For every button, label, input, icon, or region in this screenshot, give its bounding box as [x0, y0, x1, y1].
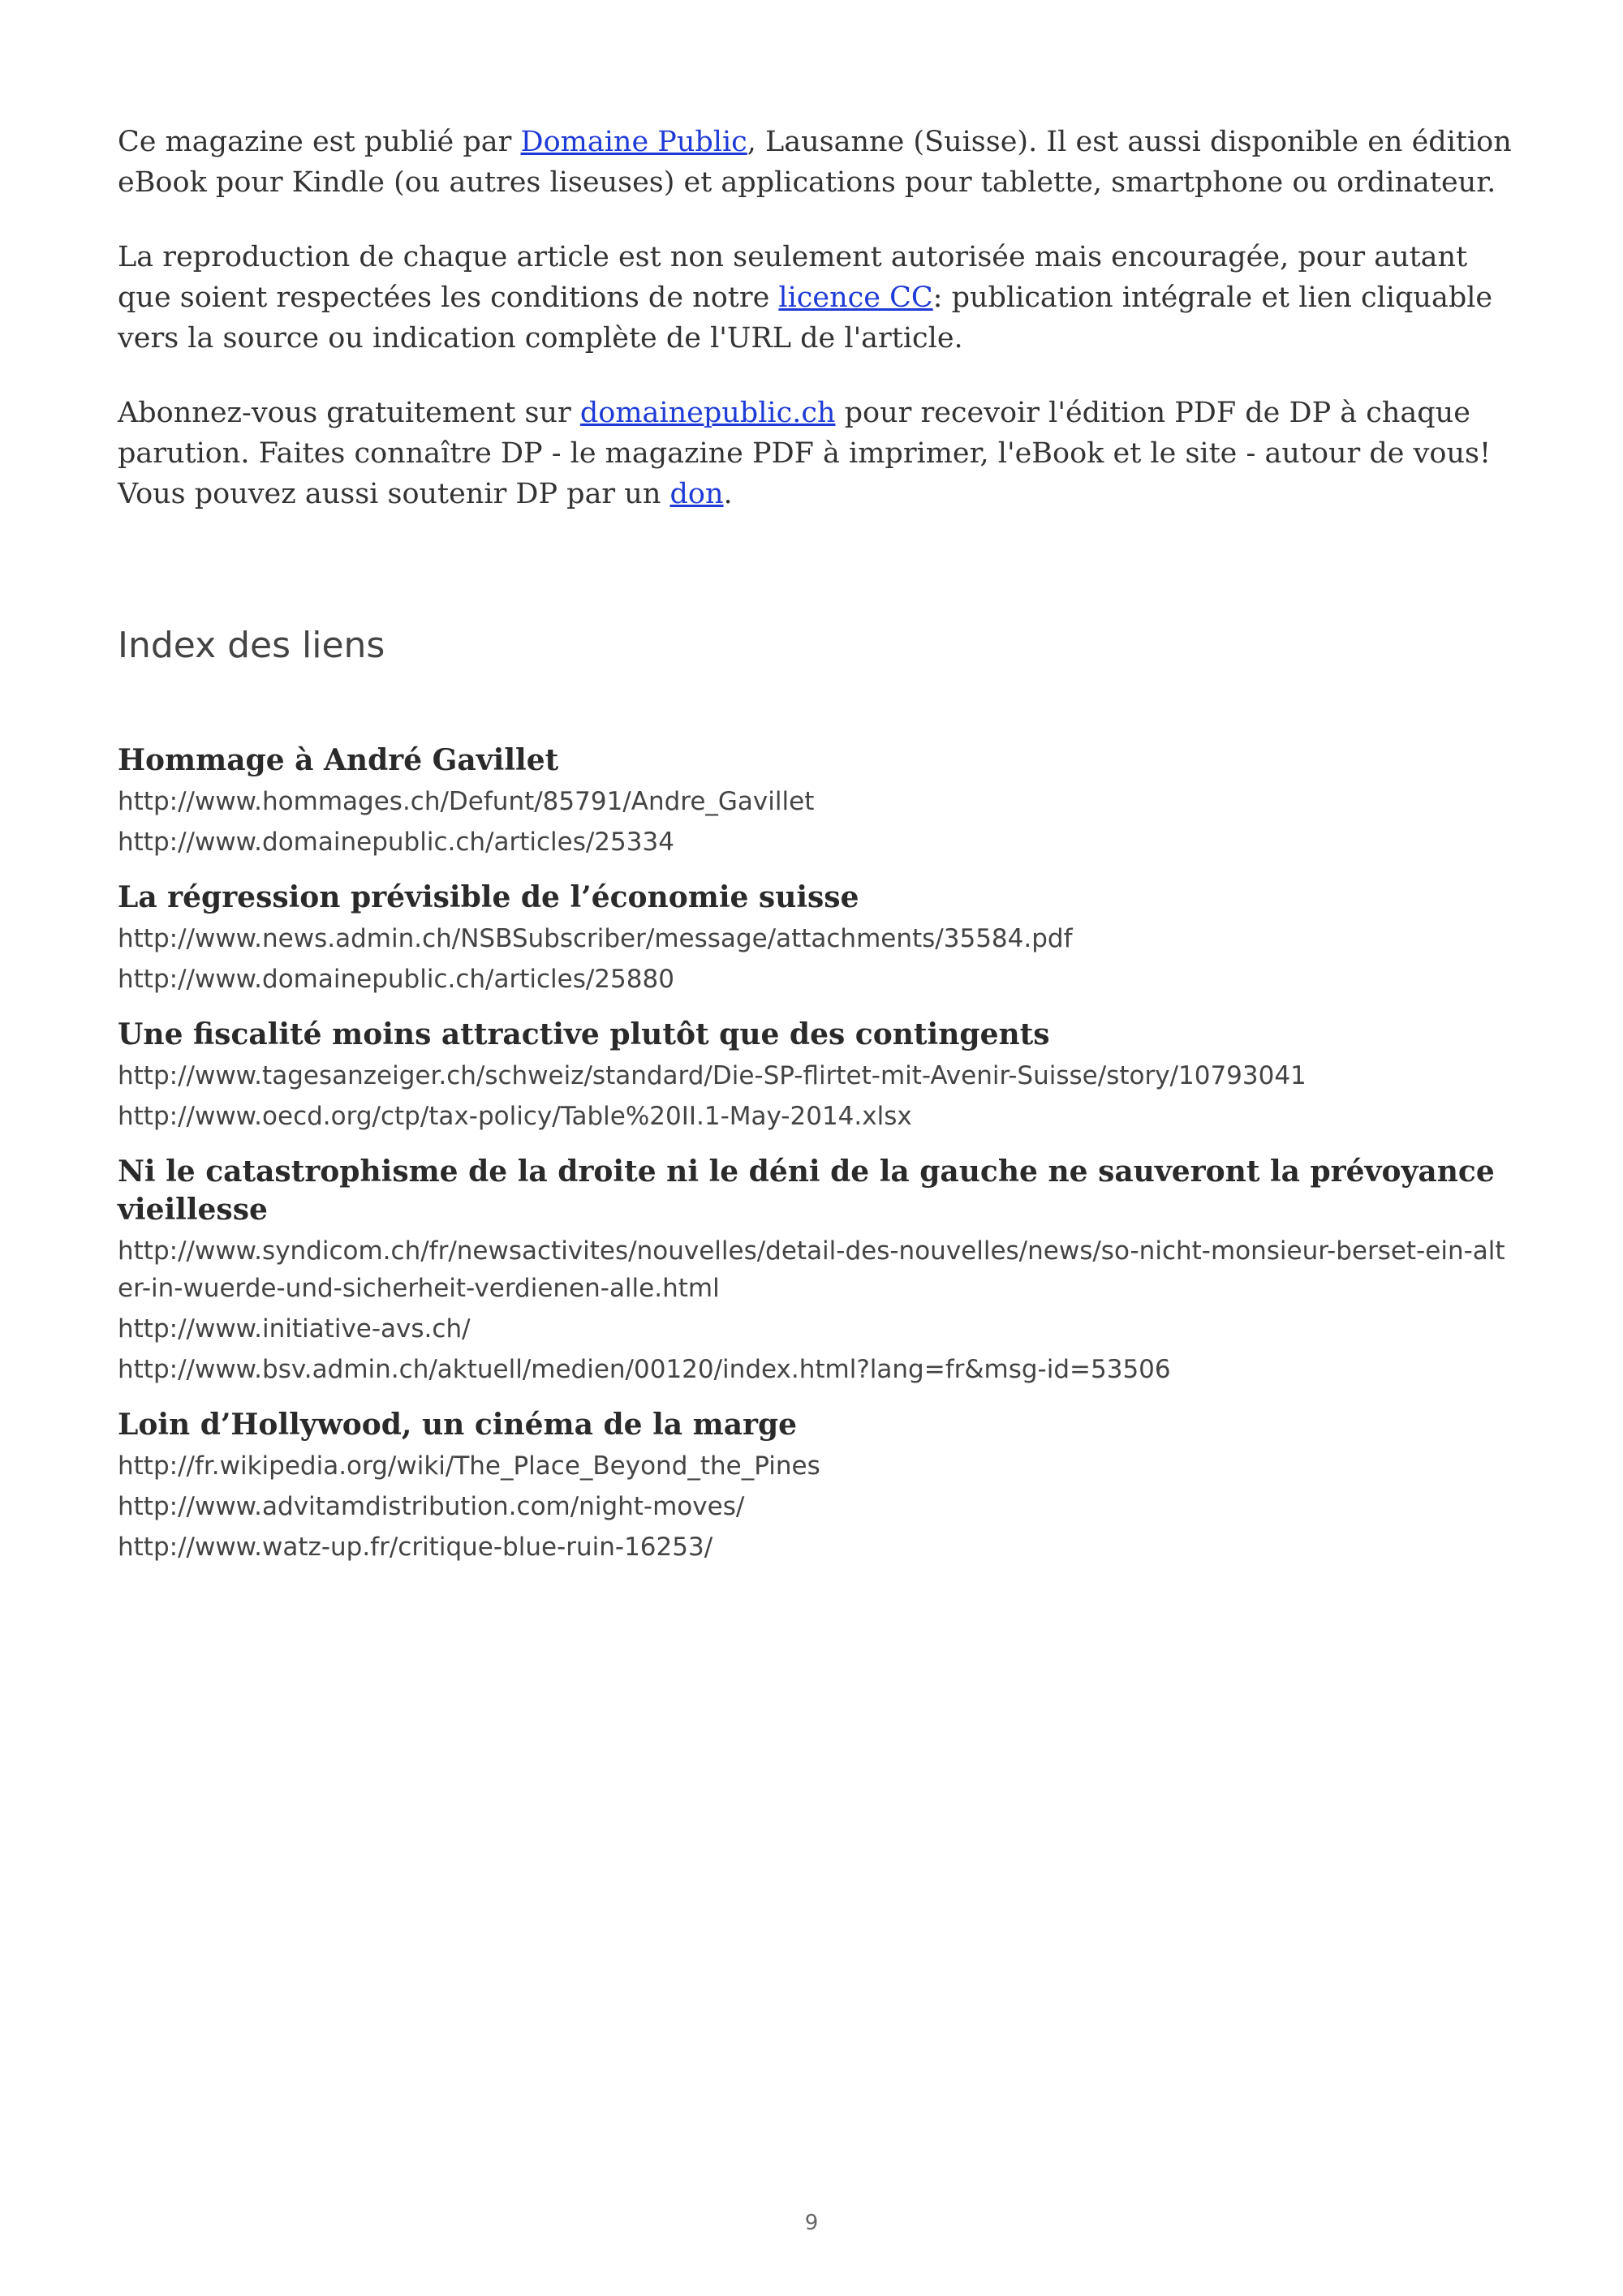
index-entry — [118, 1016, 1513, 1135]
entry-url[interactable]: http://www.advitamdistribution.com/night-moves/ — [118, 1492, 745, 1521]
intro-section — [118, 122, 1513, 514]
entry-title: Loin d’Hollywood, un cinéma de la marge — [118, 1408, 798, 1442]
paragraph-text: pour recevoir l'édition PDF de DP à chaque parution. Faites connaître DP - le magazine PDF à imprimer, l'eBook et le site - autour de vous! Vous pouvez aussi soutenir DP par un — [118, 397, 1492, 510]
paragraph-text: . — [723, 478, 733, 510]
page-number: 9 — [804, 2211, 819, 2235]
entry-url[interactable]: http://www.news.admin.ch/NSBSubscriber/message/attachments/35584.pdf — [118, 924, 1073, 953]
entry-url[interactable]: http://www.watz-up.fr/critique-blue-ruin-16253/ — [118, 1533, 713, 1562]
link-index-list — [118, 742, 1513, 1566]
entry-url[interactable]: http://www.hommages.ch/Defunt/85791/Andre_Gavillet — [118, 787, 815, 816]
entry-url[interactable]: http://www.tagesanzeiger.ch/schweiz/standard/Die-SP-flirtet-mit-Avenir-Suisse/story/10793041 — [118, 1061, 1307, 1090]
index-entry — [118, 879, 1513, 998]
license-paragraph — [118, 237, 1513, 359]
licence-cc-link[interactable]: licence CC — [778, 282, 933, 314]
subscribe-paragraph — [118, 393, 1513, 514]
entry-title: Hommage à André Gavillet — [118, 743, 559, 777]
entry-url[interactable]: http://www.oecd.org/ctp/tax-policy/Table%20II.1-May-2014.xlsx — [118, 1102, 912, 1131]
paragraph-text: Abonnez-vous gratuitement sur — [118, 397, 580, 429]
index-entry — [118, 1406, 1513, 1566]
domainepublic-link[interactable]: domainepublic.ch — [579, 397, 836, 429]
entry-title: Ni le catastrophisme de la droite ni le déni de la gauche ne sauveront la prévoyance vieillesse — [118, 1154, 1495, 1227]
index-entry — [118, 742, 1513, 861]
entry-url[interactable]: http://fr.wikipedia.org/wiki/The_Place_Beyond_the_Pines — [118, 1451, 820, 1481]
paragraph-text: La reproduction de chaque article est non seulement autorisée mais encouragée, pour autant que soient respectées les conditions de notre — [118, 241, 1468, 314]
entry-url[interactable]: http://www.bsv.admin.ch/aktuell/medien/00120/index.html?lang=fr&msg-id=53506 — [118, 1355, 1171, 1384]
publisher-paragraph — [118, 122, 1513, 203]
index-entry — [118, 1153, 1513, 1388]
paragraph-text: : publication intégrale et lien cliquable vers la source ou indication complète de l'URL de l'article. — [118, 282, 1493, 355]
entry-title: Une fiscalité moins attractive plutôt que des contingents — [118, 1017, 1050, 1051]
don-link[interactable]: don — [669, 478, 724, 510]
entry-url[interactable]: http://www.domainepublic.ch/articles/25334 — [118, 828, 674, 857]
entry-url[interactable]: http://www.domainepublic.ch/articles/25880 — [118, 965, 674, 994]
document-page — [118, 122, 1513, 1584]
entry-url[interactable]: http://www.initiative-avs.ch/ — [118, 1314, 471, 1344]
domaine-public-link[interactable]: Domaine Public — [520, 126, 747, 158]
paragraph-text: , Lausanne (Suisse). Il est aussi disponible en édition eBook pour Kindle (ou autres liseuses) et applications pour tablette, smartphone ou ordinateur. — [118, 126, 1512, 199]
index-heading: Index des liens — [118, 625, 385, 666]
entry-url[interactable]: http://www.syndicom.ch/fr/newsactivites/nouvelles/detail-des-nouvelles/news/so-nicht-monsieur-berset-ein-alter-in-wuerde-und-sicherheit-verdienen-alle.html — [118, 1236, 1505, 1303]
paragraph-text: Ce magazine est publié par — [118, 126, 521, 158]
entry-title: La régression prévisible de l’économie suisse — [118, 880, 859, 914]
